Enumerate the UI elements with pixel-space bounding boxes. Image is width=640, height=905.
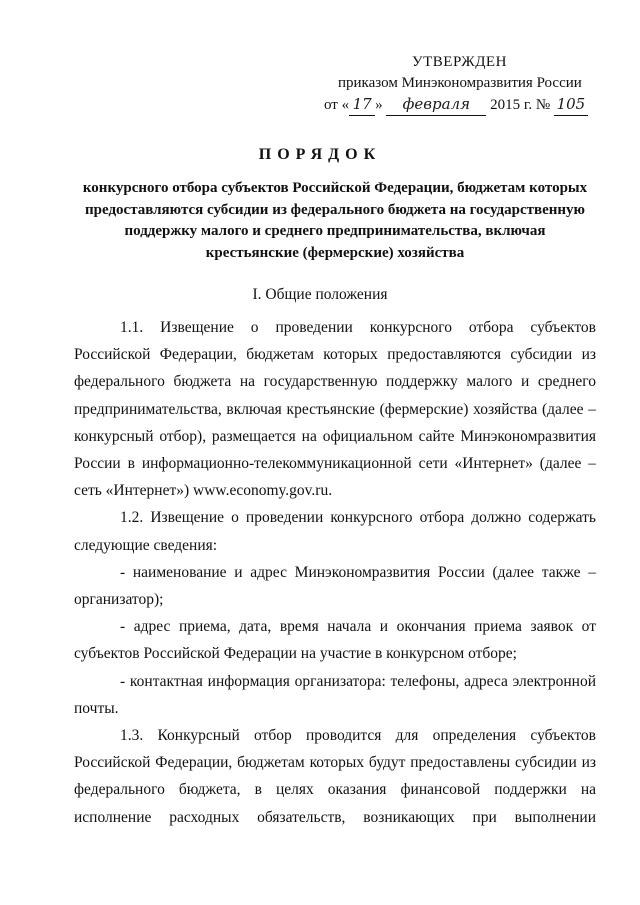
date-prefix: от «: [324, 97, 350, 113]
handwritten-month: февраля: [386, 94, 486, 116]
approval-stamp: [300, 52, 620, 116]
subtitle-line: поддержку малого и среднего предпринимательства, включая: [124, 223, 546, 239]
handwritten-day: 17: [349, 94, 375, 116]
date-mid: »: [375, 97, 383, 113]
list-item-contacts: - контактная информация организатора: телефоны, адреса электронной почты.: [74, 672, 596, 717]
section-heading: I. Общие положения: [252, 286, 388, 303]
subtitle-line: предоставляются субсидии из федерального бюджета на государственную: [85, 201, 585, 218]
subtitle-line: конкурсного отбора субъектов Российской Федерации, бюджетам которых: [82, 180, 588, 196]
paragraph-1-3: 1.3. Конкурсный отбор проводится для определения субъектов Российской Федерации, бюджетам которых будут предоставлены субсидии из федерального бюджета, в целях оказания финансовой поддержки на исполнение расходных обязательств, возникающих при выполнении: [74, 727, 596, 826]
document-subtitle: [70, 178, 600, 264]
approval-date-line: [300, 94, 620, 116]
date-year-number-label: 2015 г. №: [490, 97, 551, 113]
paragraph-1-1: 1.1. Извещение о проведении конкурсного отбора субъектов Российской Федерации, бюджетам которых предоставляются субсидии из федерального бюджета на государственную поддержку малого и среднего предпринимательства, включая крестьянские (фермерские) хозяйства (далее – конкурсный отбор), размещается на официальном сайте Минэкономразвития России в информационно-телекоммуникационной сети «Интернет» (далее – сеть «Интернет») www.economy.gov.ru.: [74, 319, 596, 500]
subtitle-line: крестьянские (фермерские) хозяйства: [205, 244, 465, 261]
paragraph-1-2: 1.2. Извещение о проведении конкурсного отбора должно содержать следующие сведения:: [74, 509, 596, 554]
approval-title: УТВЕРЖДЕН: [412, 54, 507, 70]
list-item-organizer: - наименование и адрес Минэкономразвития России (далее также – организатор);: [74, 563, 596, 609]
document-body: [74, 314, 596, 831]
list-item-address: - адрес приема, дата, время начала и окончания приема заявок от субъектов Российской Федерации на участие в конкурсном отборе;: [74, 618, 596, 663]
handwritten-order-number: 105: [554, 94, 588, 116]
document-title: ПОРЯДОК: [258, 146, 382, 163]
approval-order-line: приказом Минэкономразвития России: [338, 75, 582, 91]
